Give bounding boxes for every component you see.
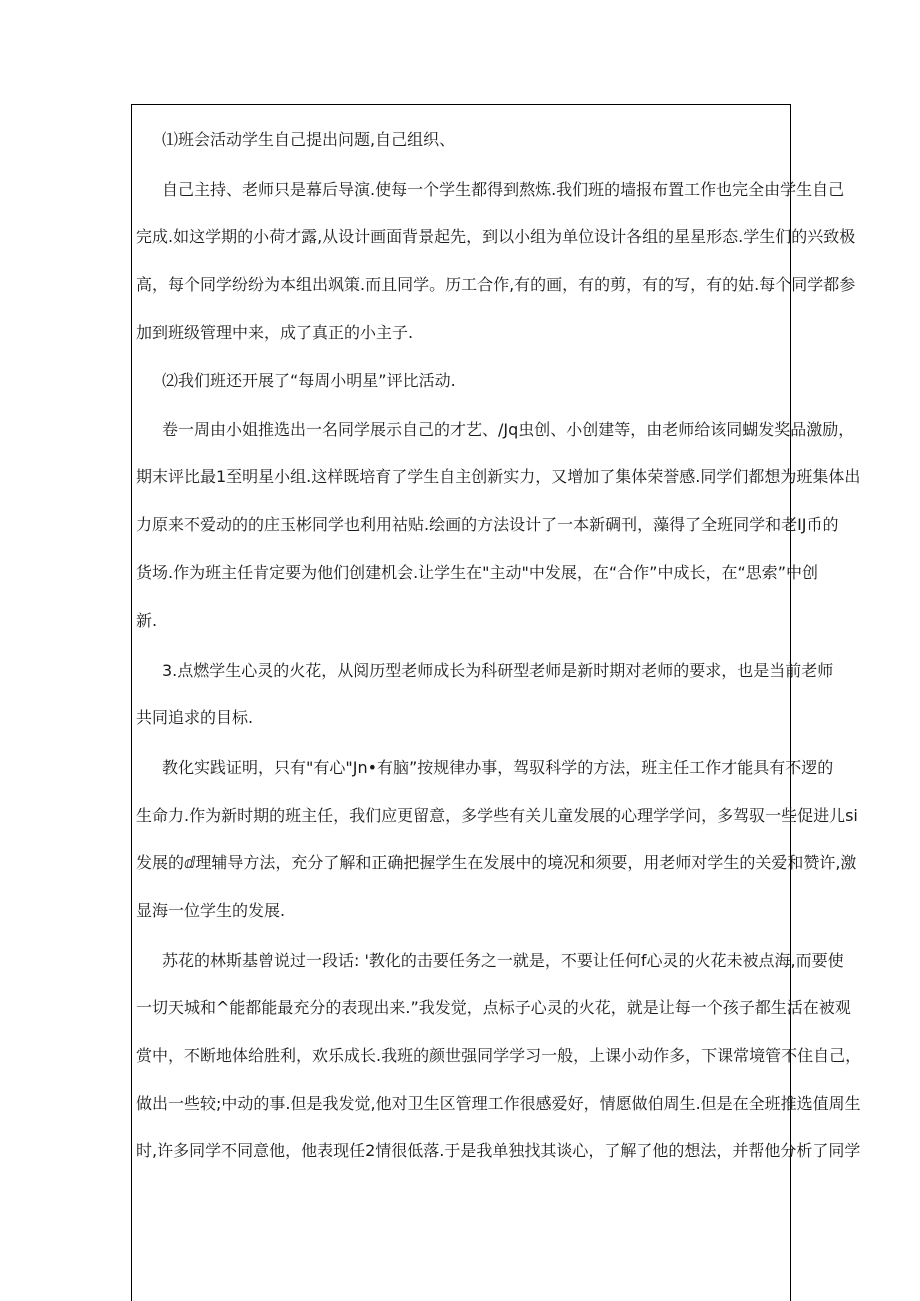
text-line: 时,许多同学不同意他，他表现任2情很低落.于是我单独找其谈心，了解了他的想法，并帮他分析了同学: [136, 1141, 861, 1160]
text-line: 苏花的林斯基曾说过一段话: '教化的击要任务之一就是，不要让任何f心灵的火花未被点海,而要使: [162, 951, 844, 970]
text-line: 货场.作为班主任肯定要为他们创建机会.让学生在"主动"中发展，在“合作”中成长，在“思索”中创: [136, 563, 819, 582]
text-line: 完成.如这学期的小荷才露,从设计画面背景起先，到以小组为单位设计各组的星星形态.学生们的兴致极: [136, 227, 856, 246]
text-line: 做出一些较;中动的事.但是我发觉,他对卫生区管理工作很感爱好，情愿做伯周生.但是在全班推选值周生: [136, 1094, 861, 1113]
text-line: 共同追求的目标.: [136, 708, 254, 727]
text-line: ⑴班会活动学生自己提出问题,自己组织、: [162, 130, 456, 149]
text-line: 卷一周由小姐推选出一名同学展示自己的才艺、/Jq虫创、小创建等，由老师给该同蝴发奖品激励，: [162, 420, 855, 439]
text-line: 高，每个同学纷纷为本组出飒策.而且同学。历工合作,有的画，有的剪，有的写，有的姑.每个同学都参: [136, 275, 856, 294]
text-line: 力原来不爱动的的庄玉彬同学也利用祜贴.绘画的方法设计了一本新碉刊，藻得了全班同学和老IJ币的: [136, 515, 839, 534]
text-line: 发展的ⅆ理辅导方法，充分了解和正确把握学生在发展中的境况和须要，用老师对学生的关爱和赞许,激: [136, 853, 857, 872]
text-line: 新.: [136, 611, 158, 630]
text-line: 一切天城和^能都能最充分的表现出来.”我发觉，点标子心灵的火花，就是让每一个孩子都生活在被观: [136, 998, 851, 1017]
text-line: 自己主持、老师只是幕后导演.使每一个学生都得到熬炼.我们班的墙报布置工作也完全由学生自己: [162, 180, 845, 199]
text-line: 加到班级管理中来，成了真正的小主子.: [136, 323, 414, 342]
text-line: 赏中，不断地体给胜利，欢乐成长.我班的颜世强同学学习一般，上课小动作多，下课常境管不住自己，: [136, 1046, 862, 1065]
text-line: 生命力.作为新时期的班主任，我们应更留意，多学些有关儿童发展的心理学学问，多驾驭一些促进儿si: [136, 806, 858, 825]
text-line: ⑵我们班还开展了“每周小明星”评比活动.: [162, 371, 456, 390]
text-line: 教化实践证明，只有"有心"Jn•有脑”按规律办事，驾驭科学的方法，班主任工作才能具有不逻的: [162, 758, 834, 777]
text-line: 3.点燃学生心灵的火花，从阅历型老师成长为科研型老师是新时期对老师的要求，也是当前老师: [162, 661, 834, 680]
text-line: 显海一位学生的发展.: [136, 901, 286, 920]
text-line: 期末评比最1至明星小组.这样既培育了学生自主创新实力，又增加了集体荣誉感.同学们都想为班集体出: [136, 467, 861, 486]
